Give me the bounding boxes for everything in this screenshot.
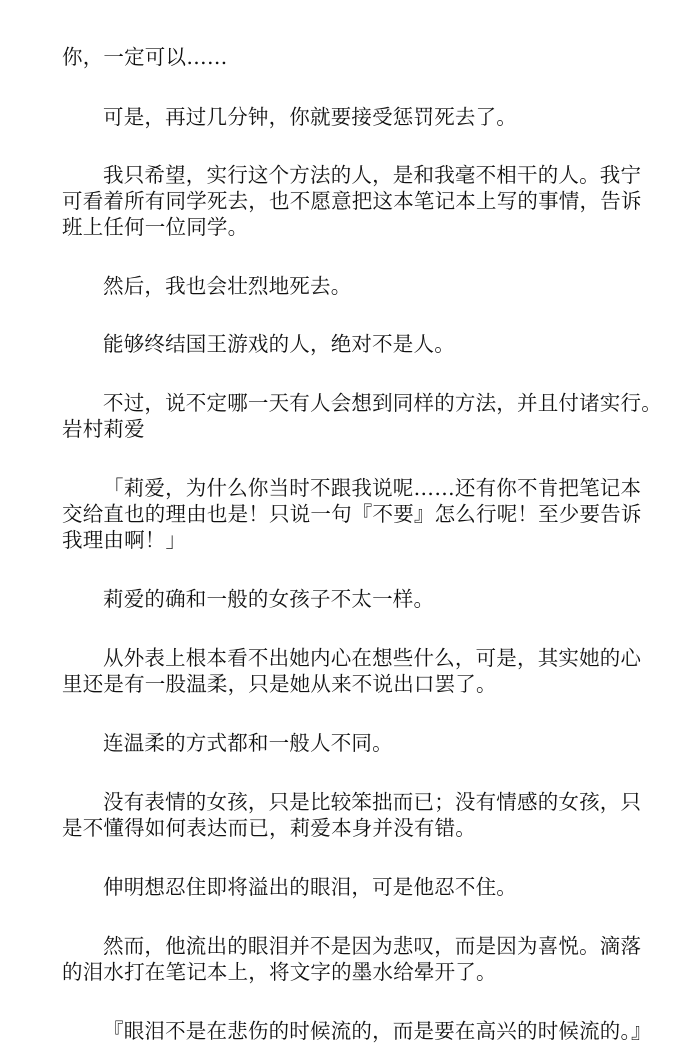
paragraph: 我只希望，实行这个方法的人，是和我毫不相干的人。我宁可看着所有同学死去，也不愿意把这本笔记本上写的事情，告诉班上任何一位同学。 <box>62 163 642 239</box>
paragraph: 你，一定可以…… <box>62 45 228 69</box>
paragraph: 没有表情的女孩，只是比较笨拙而已；没有情感的女孩，只是不懂得如何表达而已，莉爱本身并没有错。 <box>62 790 642 840</box>
paragraph: 连温柔的方式都和一般人不同。 <box>103 731 393 755</box>
paragraph: 能够终结国王游戏的人，绝对不是人。 <box>103 332 455 356</box>
paragraph: 从外表上根本看不出她内心在想些什么，可是，其实她的心里还是有一股温柔，只是她从来不说出口罢了。 <box>62 646 642 696</box>
paragraph: 然后，我也会壮烈地死去。 <box>103 274 352 298</box>
paragraph: 「莉爱，为什么你当时不跟我说呢……还有你不肯把笔记本交给直也的理由也是！只说一句『不要』怎么行呢！至少要告诉我理由啊！」 <box>62 476 642 552</box>
paragraph: 莉爱的确和一般的女孩子不太一样。 <box>103 587 435 611</box>
paragraph: 伸明想忍住即将溢出的眼泪，可是他忍不住。 <box>103 875 517 899</box>
paragraph: 可是，再过几分钟，你就要接受惩罚死去了。 <box>103 105 517 129</box>
document-page <box>62 44 694 1044</box>
paragraph: 『眼泪不是在悲伤的时候流的，而是要在高兴的时候流的。』 <box>103 1019 652 1043</box>
paragraph: 然而，他流出的眼泪并不是因为悲叹，而是因为喜悦。滴落的泪水打在笔记本上，将文字的墨水给晕开了。 <box>62 934 642 984</box>
paragraph: 不过，说不定哪一天有人会想到同样的方法，并且付诸实行。 岩村莉爱 <box>62 391 694 441</box>
